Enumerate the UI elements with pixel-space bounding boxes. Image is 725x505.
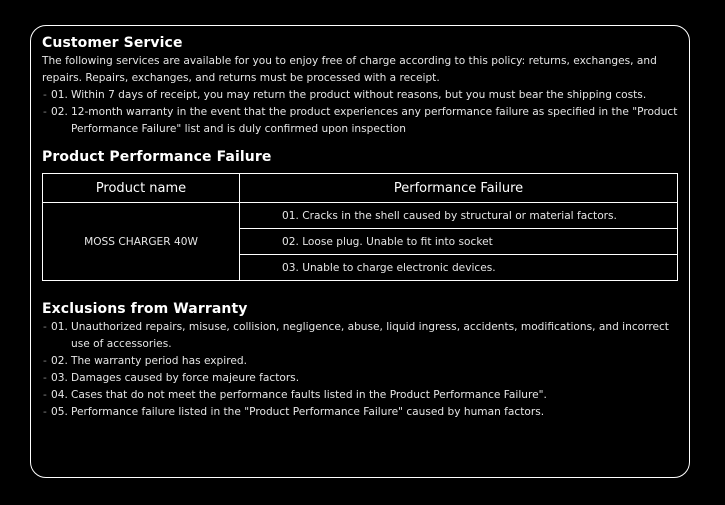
- dash-bullet: -: [43, 355, 47, 367]
- list-item: [42, 353, 678, 370]
- exclusions-heading: Exclusions from Warranty: [42, 301, 248, 317]
- list-item: [42, 404, 678, 421]
- failure-cell: 03. Unable to charge electronic devices.: [240, 255, 678, 281]
- dash-bullet: -: [43, 372, 47, 384]
- dash-bullet: -: [43, 389, 47, 401]
- customer-service-list: [42, 87, 678, 138]
- product-name-cell: MOSS CHARGER 40W: [43, 203, 240, 281]
- list-item: [42, 370, 678, 387]
- list-item: [42, 319, 678, 353]
- exclusions-list: [42, 319, 678, 421]
- column-header-product: Product name: [43, 174, 240, 203]
- column-header-failure: Performance Failure: [240, 174, 678, 203]
- item-number: 02.: [51, 355, 68, 367]
- table-row: [43, 203, 678, 229]
- item-number: 05.: [51, 406, 68, 418]
- item-text: Performance failure listed in the "Product Performance Failure" caused by human factors.: [71, 406, 545, 418]
- dash-bullet: -: [43, 89, 47, 101]
- item-number: 01.: [51, 89, 68, 101]
- dash-bullet: -: [43, 406, 47, 418]
- list-item: [42, 104, 678, 138]
- item-text: The warranty period has expired.: [71, 355, 247, 367]
- item-number: 02.: [51, 106, 68, 118]
- dash-bullet: -: [43, 106, 47, 118]
- item-number: 03.: [51, 372, 68, 384]
- item-number: 01.: [51, 321, 68, 333]
- customer-service-heading: Customer Service: [42, 35, 183, 51]
- dash-bullet: -: [43, 321, 47, 333]
- item-number: 04.: [51, 389, 68, 401]
- item-text: Within 7 days of receipt, you may return the product without reasons, but you must bear the shipping costs.: [71, 89, 647, 101]
- item-text: Damages caused by force majeure factors.: [71, 372, 300, 384]
- warranty-card: [30, 25, 690, 478]
- customer-service-intro: The following services are available for you to enjoy free of charge according to this policy: returns, exchanges, and repairs. Repairs, exchanges, and returns must be processed with a receipt.: [42, 55, 657, 84]
- performance-failure-table: [42, 173, 678, 281]
- failure-cell: 02. Loose plug. Unable to fit into socket: [240, 229, 678, 255]
- table-header-row: [43, 174, 678, 203]
- list-item: [42, 87, 678, 104]
- item-text: 12-month warranty in the event that the product experiences any performance failure as specified in the "Product Performance Failure" list and is duly confirmed upon inspection: [71, 106, 678, 135]
- item-text: Unauthorized repairs, misuse, collision, negligence, abuse, liquid ingress, accidents, modifications, and incorrect use of accessories.: [71, 321, 669, 350]
- item-text: Cases that do not meet the performance faults listed in the Product Performance Failure".: [71, 389, 547, 401]
- performance-failure-heading: Product Performance Failure: [42, 149, 272, 165]
- list-item: [42, 387, 678, 404]
- failure-cell: 01. Cracks in the shell caused by structural or material factors.: [240, 203, 678, 229]
